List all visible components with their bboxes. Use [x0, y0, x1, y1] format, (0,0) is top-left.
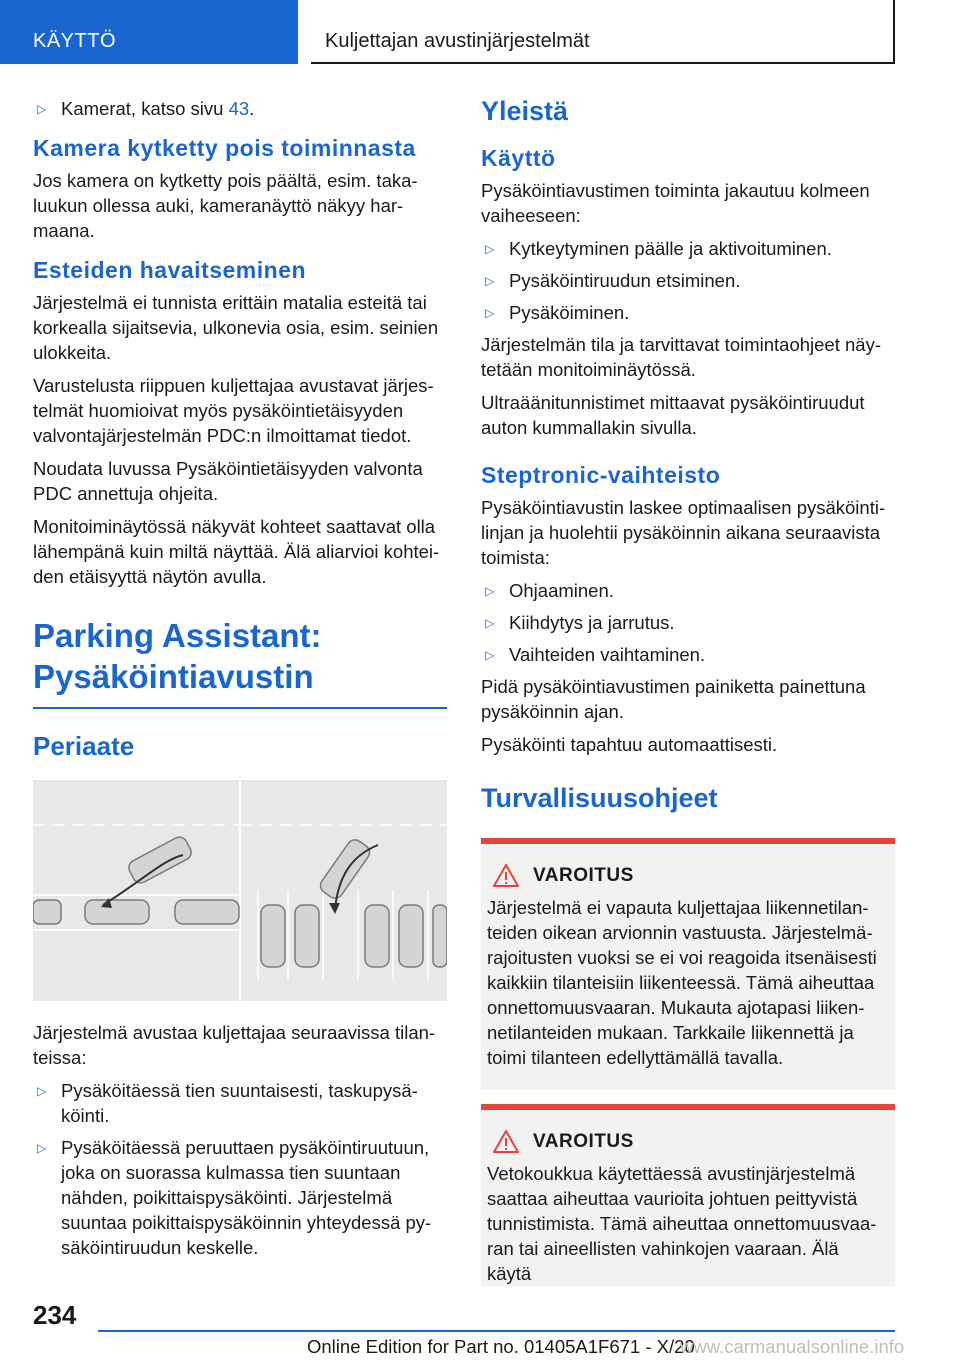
paragraph: Noudata luvussa Pysäköintietäisyyden valvonta PDC annettuja ohjeita. — [33, 458, 423, 504]
warning-box — [481, 1104, 895, 1286]
list-item: ▷ Kytkeytyminen päälle ja aktivoituminen. — [481, 236, 895, 261]
heading-principle: Periaate — [33, 731, 135, 761]
warning-box — [481, 838, 895, 1090]
triangle-bullet-icon: ▷ — [37, 1141, 47, 1155]
heading-general: Yleistä — [481, 96, 569, 126]
list-item: ▷ Pysäköitäessä peruuttaen pysäköintiruutuun, joka on suorassa kulmassa tien suuntaan nähden, poikittaispysäköinti. Järjestelmä suuntaa poikittaispysäköinnin yhteydessä py-säköintiruudun keskelle. — [37, 1137, 432, 1258]
heading-steptronic: Steptronic-vaihteisto — [481, 462, 721, 488]
warning-title: VAROITUS — [533, 1130, 634, 1152]
paragraph: Järjestelmän tila ja tarvittavat toimintaohjeet näy-tetään monitoiminäytössä. — [481, 334, 881, 380]
heading-operation: Käyttö — [481, 145, 556, 171]
triangle-bullet-icon: ▷ — [37, 1084, 47, 1098]
paragraph: Pysäköinti tapahtuu automaattisesti. — [481, 734, 778, 755]
paragraph: Varustelusta riippuen kuljettajaa avustavat järjes-telmät huomioivat myös pysäköintietäisyyden valvontajärjestelmän PDC:n ilmoittamat tiedot. — [33, 375, 434, 446]
header-section — [0, 0, 298, 64]
warning-title: VAROITUS — [533, 864, 634, 886]
header-title-label: Kuljettajan avustinjärjestelmät — [325, 30, 590, 52]
paragraph: Pysäköintiavustimen toiminta jakautuu kolmeen vaiheeseen: — [481, 180, 870, 226]
paragraph: Pidä pysäköintiavustimen painiketta painettuna pysäköinnin ajan. — [481, 676, 866, 722]
parking-diagram — [33, 780, 447, 1001]
triangle-bullet-icon: ▷ — [485, 274, 495, 288]
paragraph: Järjestelmä avustaa kuljettajaa seuraavissa tilan-teissa: — [33, 1022, 436, 1068]
footer-divider — [98, 1330, 895, 1332]
list-item: ▷ Ohjaaminen. — [481, 578, 895, 603]
warning-text: Vetokoukkua käytettäessä avustinjärjestelmä saattaa aiheuttaa vaurioita johtuen peittyvistä tunnistimista. Tämä aiheuttaa onnettomuusvaa-ran tai aineellisten vahinkojen vaaraan. Älä käytä — [487, 1163, 877, 1284]
chapter-title: Parking Assistant: Pysäköintiavustin — [33, 615, 447, 709]
list-item: ▷ Pysäköiminen. — [481, 300, 895, 325]
paragraph: Ultraäänitunnistimet mittaavat pysäköintiruudut auton kummallakin sivulla. — [481, 392, 865, 438]
header-divider — [298, 0, 311, 64]
paragraph: Pysäköintiavustin laskee optimaalisen pysäköinti-linjan ja huolehtii pysäköinnin aikana seuraavista toimista: — [481, 497, 886, 568]
triangle-bullet-icon: ▷ — [485, 616, 495, 630]
page-link[interactable]: 43 — [228, 98, 250, 119]
list-item: ▷ Kamerat, katso sivu 43. — [33, 96, 447, 121]
paragraph: Jos kamera on kytketty pois päältä, esim. taka-luukun ollessa auki, kameranäyttö näkyy har-maana. — [33, 170, 418, 241]
warning-triangle-icon — [493, 1130, 519, 1153]
list-item: ▷ Kiihdytys ja jarrutus. — [481, 610, 895, 635]
edition-text: Online Edition for Part no. 01405A1F671 - X/20 — [307, 1336, 695, 1357]
warning-triangle-icon — [493, 864, 519, 887]
right-column — [481, 96, 895, 1300]
header-section-label: KÄYTTÖ — [33, 30, 117, 52]
heading-safety: Turvallisuusohjeet — [481, 783, 718, 813]
triangle-bullet-icon: ▷ — [485, 648, 495, 662]
watermark: www.carmanualsonline.info — [680, 1336, 905, 1357]
warning-text: Järjestelmä ei vapauta kuljettajaa liikennetilan-teiden oikean arvionnin vastuusta. Järjestelmä-rajoitusten vuoksi se ei voi reagoida itsenäisesti kaikkiin tilanteisiin liikenteessä. Tämä aiheuttaa onnettomuusvaaran. Mukauta ajotapasi liiken-netilanteiden mukaan. Tarkkaile liikennettä ja toimi tilanteen edellyttämällä tavalla. — [487, 897, 877, 1068]
list-item: ▷ Pysäköintiruudun etsiminen. — [481, 268, 895, 293]
list-item: ▷ Pysäköitäessä tien suuntaisesti, taskupysä-köinti. — [37, 1080, 418, 1126]
triangle-bullet-icon: ▷ — [485, 306, 495, 320]
page-number: 234 — [33, 1300, 77, 1330]
list-item: ▷ Vaihteiden vaihtaminen. — [481, 642, 895, 667]
triangle-bullet-icon: ▷ — [485, 242, 495, 256]
heading-camera-off: Kamera kytketty pois toiminnasta — [33, 135, 416, 161]
triangle-bullet-icon: ▷ — [485, 584, 495, 598]
paragraph: Järjestelmä ei tunnista erittäin matalia esteitä tai korkealla sijaitsevia, ulkonevia osia, esim. seinien ulokkeita. — [33, 292, 439, 363]
heading-obstacle-detection: Esteiden havaitseminen — [33, 257, 307, 283]
left-column — [33, 96, 447, 1267]
header-title — [311, 0, 895, 64]
triangle-bullet-icon: ▷ — [37, 102, 47, 116]
paragraph: Monitoiminäytössä näkyvät kohteet saattavat olla lähempänä kuin miltä näyttää. Älä aliarvioi kohtei-den etäisyyttä näytön avulla. — [33, 516, 440, 587]
